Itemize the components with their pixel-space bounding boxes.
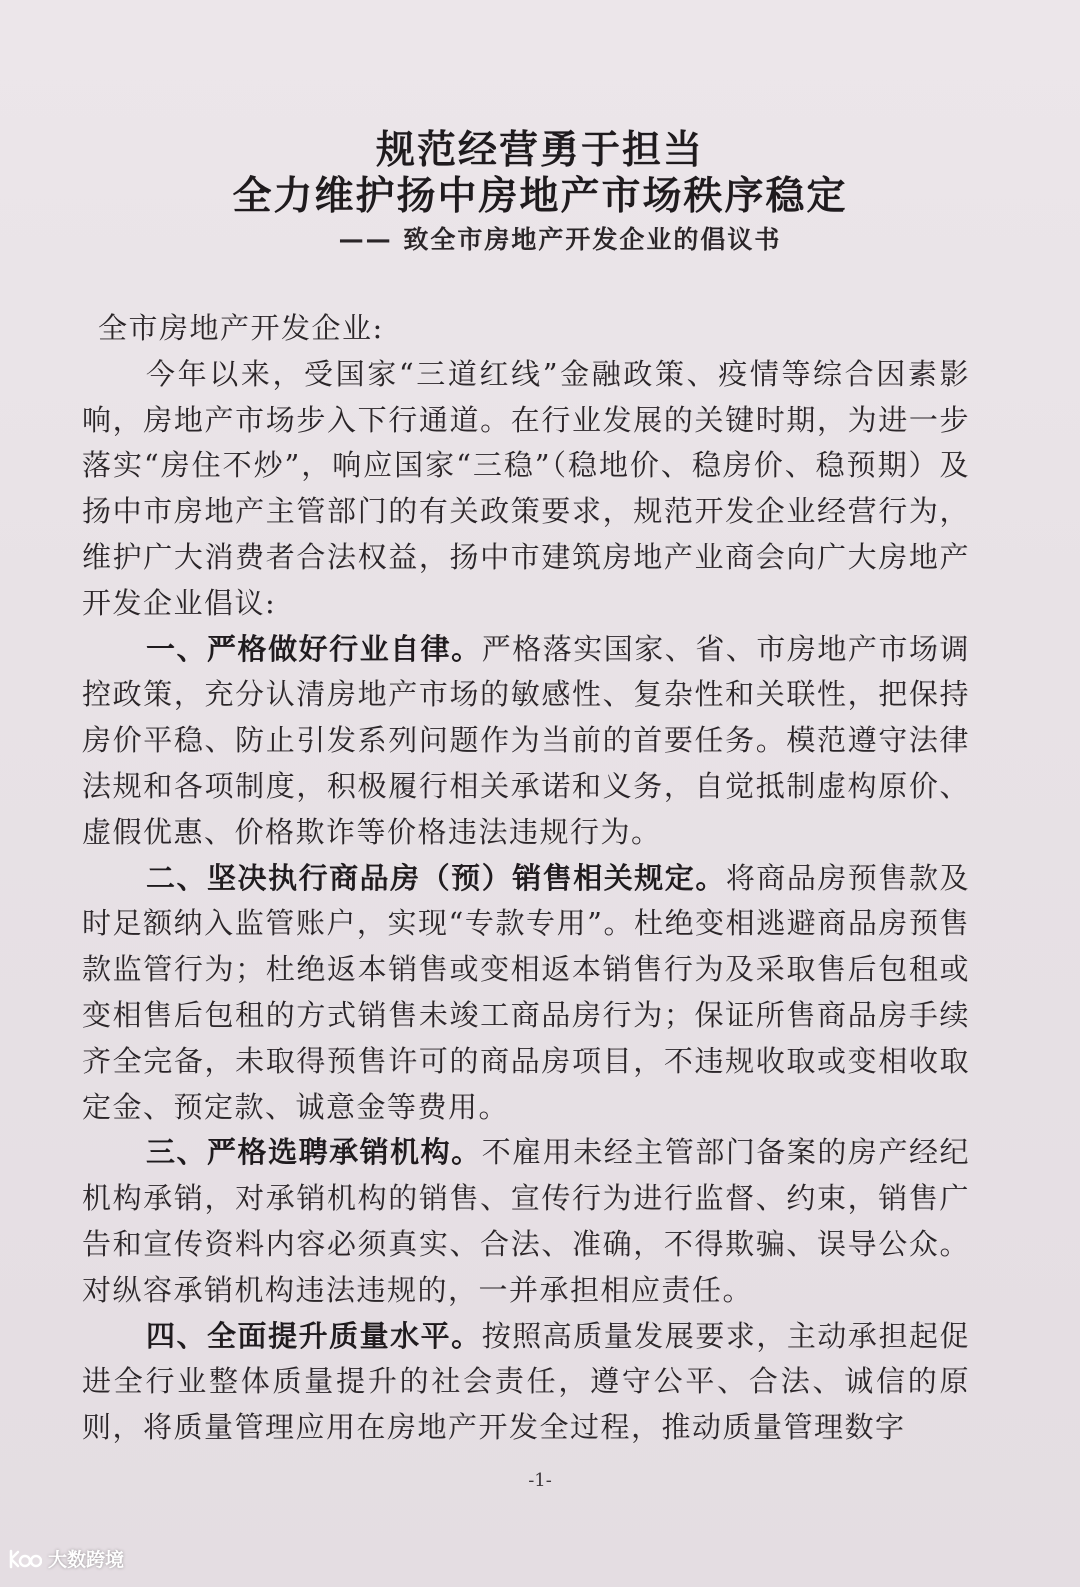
title-block <box>0 128 1080 258</box>
section-text-2: 将商品房预售款及时足额纳入监管账户，实现“专款专用”。杜绝变相逃避商品房预售款监管行为；杜绝返本销售或变相返本销售行为及采取售后包租或变相售后包租的方式销售未竣工商品房行为；保证所售商品房手续齐全完备，未取得预售许可的商品房项目，不违规收取或变相收取定金、预定款、诚意金等费用。 <box>82 860 970 1124</box>
section-paragraph-3 <box>82 1130 970 1313</box>
title-line-2: 全力维护扬中房地产市场秩序稳定 <box>232 174 848 219</box>
section-paragraph-4 <box>82 1314 970 1451</box>
section-heading-2: 二、坚决执行商品房（预）销售相关规定。 <box>146 860 726 895</box>
section-paragraph-2 <box>82 856 970 1131</box>
salutation: 全市房地产开发企业: <box>98 311 384 345</box>
page-number: -1- <box>528 1470 552 1491</box>
document-body <box>82 306 970 1451</box>
section-heading-1: 一、严格做好行业自律。 <box>146 631 482 666</box>
watermark-text: 大数跨境 <box>48 1549 125 1571</box>
section-text-4: 按照高质量发展要求，主动承担起促进全行业整体质量提升的社会责任，遵守公平、合法、诚信的原则，将质量管理应用在房地产开发全过程，推动质量管理数字 <box>82 1318 970 1445</box>
section-heading-4: 四、全面提升质量水平。 <box>146 1318 482 1353</box>
section-text-1: 严格落实国家、省、市房地产市场调控政策，充分认清房地产市场的敏感性、复杂性和关联性，把保持房价平稳、防止引发系列问题作为当前的首要任务。模范遵守法律法规和各项制度，积极履行相关承诺和义务，自觉抵制虚构原价、虚假优惠、价格欺诈等价格违法违规行为。 <box>82 631 970 849</box>
title-line-1: 规范经营勇于担当 <box>375 128 704 173</box>
section-heading-3: 三、严格选聘承销机构。 <box>146 1135 482 1170</box>
intro-paragraph: 今年以来，受国家“三道红线”金融政策、疫情等综合因素影响，房地产市场步入下行通道。在行业发展的关键时期，为进一步落实“房住不炒”，响应国家“三稳”（稳地价、稳房价、稳预期）及扬中市房地产主管部门的有关政策要求，规范开发企业经营行为，维护广大消费者合法权益，扬中市建筑房地产业商会向广大房地产开发企业倡议: <box>82 356 970 620</box>
watermark <box>8 1545 124 1572</box>
kdb-logo-icon <box>8 1547 42 1571</box>
section-paragraph-1 <box>82 627 970 856</box>
section-text-3: 不雇用未经主管部门备案的房产经纪机构承销，对承销机构的销售、宣传行为进行监督、约束，销售广告和宣传资料内容必须真实、合法、准确，不得欺骗、误导公众。对纵容承销机构违法违规的，一并承担相应责任。 <box>82 1135 970 1307</box>
subtitle: —— 致全市房地产开发企业的倡议书 <box>338 225 782 254</box>
